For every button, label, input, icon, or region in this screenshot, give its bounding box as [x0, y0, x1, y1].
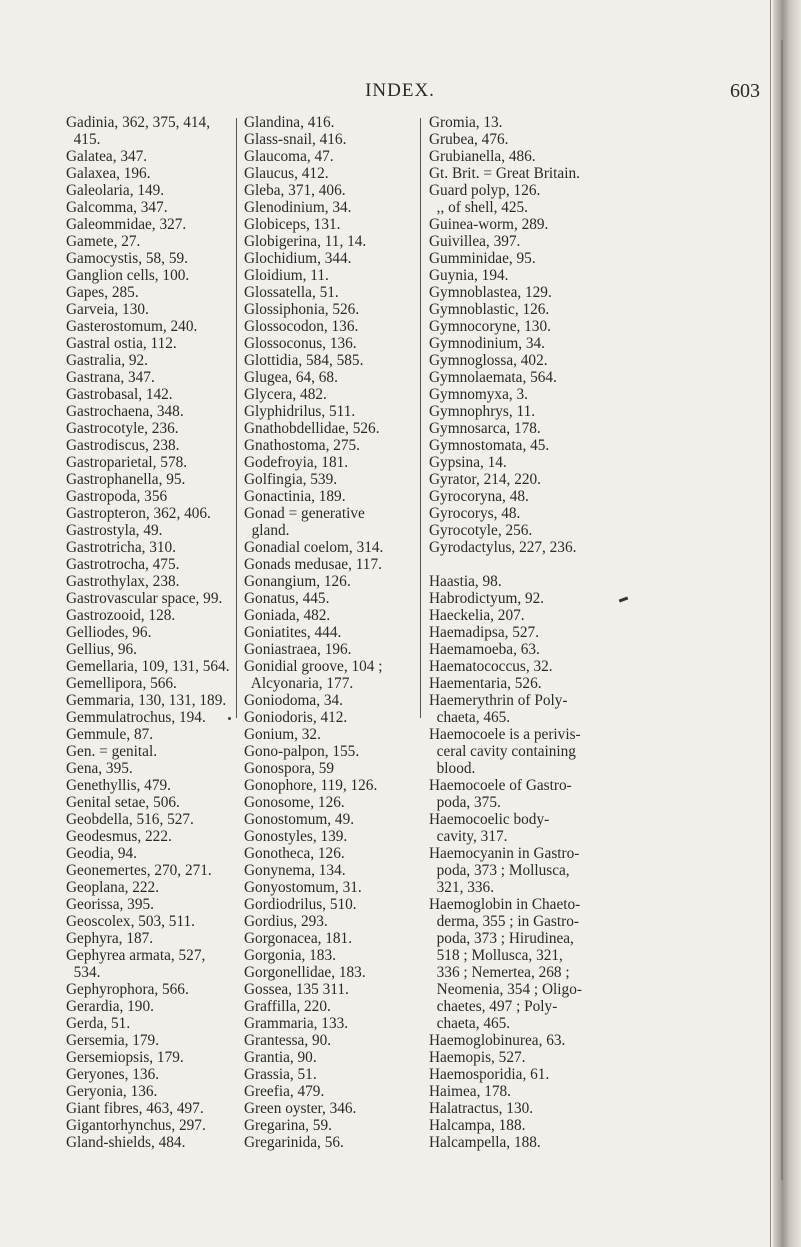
index-entry: Gersemiopsis, 179. — [66, 1049, 184, 1066]
index-entry: Gonads medusae, 117. — [244, 556, 382, 573]
index-entry: Glandina, 416. — [244, 114, 335, 131]
index-entry: Gastropoda, 356 — [66, 488, 168, 505]
index-entry: Galatea, 347. — [66, 148, 148, 165]
index-entry: Gymnoblastic, 126. — [429, 301, 550, 318]
index-entry: Galaxea, 196. — [66, 165, 151, 182]
index-entry: Gromia, 13. — [429, 114, 503, 131]
index-entry: Haemadipsa, 527. — [429, 624, 540, 641]
index-entry: Glaucus, 412. — [244, 165, 329, 182]
index-entry: Gleba, 371, 406. — [244, 182, 346, 199]
index-entry: Glugea, 64, 68. — [244, 369, 338, 386]
index-entry: Gemmulatrochus, 194. — [66, 709, 206, 726]
index-entry: Glottidia, 584, 585. — [244, 352, 364, 369]
index-entry: Gellius, 96. — [66, 641, 137, 658]
index-entry: Gordiodrilus, 510. — [244, 896, 357, 913]
index-entry: Gymnolaemata, 564. — [429, 369, 557, 386]
index-column-3 — [429, 114, 597, 1151]
index-entry: ceral cavity containing — [429, 743, 576, 760]
index-entry: Geoscolex, 503, 511. — [66, 913, 196, 930]
index-entry: Genital setae, 506. — [66, 794, 180, 811]
index-entry: Gymnocoryne, 130. — [429, 318, 551, 335]
index-entry: Gymnostomata, 45. — [429, 437, 550, 454]
index-entry: Glycera, 482. — [244, 386, 327, 403]
index-entry: Gonangium, 126. — [244, 573, 351, 590]
index-entry: Gastrochaena, 348. — [66, 403, 184, 420]
index-entry: Gumminidae, 95. — [429, 250, 536, 267]
index-entry: Glaucoma, 47. — [244, 148, 334, 165]
section-gap — [429, 556, 597, 573]
running-head: INDEX. — [365, 80, 435, 101]
index-entry: Gastrobasal, 142. — [66, 386, 173, 403]
index-entry: Gemellipora, 566. — [66, 675, 177, 692]
index-entry: Haemerythrin of Poly- — [429, 692, 568, 709]
index-entry: 321, 336. — [429, 879, 495, 896]
index-entry: Goniatites, 444. — [244, 624, 342, 641]
index-entry: Geodia, 94. — [66, 845, 137, 862]
index-entry: 534. — [66, 964, 101, 981]
index-entry: Gono-palpon, 155. — [244, 743, 360, 760]
index-entry: Gonatus, 445. — [244, 590, 330, 607]
index-entry: Haemocoelic body- — [429, 811, 550, 828]
index-entry: Galcomma, 347. — [66, 199, 168, 216]
index-entry: poda, 373 ; Mollusca, — [429, 862, 570, 879]
index-entry: Gadinia, 362, 375, 414, — [66, 114, 211, 131]
index-entry: Geonemertes, 270, 271. — [66, 862, 212, 879]
index-entry: Gt. Brit. = Great Britain. — [429, 165, 580, 182]
index-entry: Gorgonacea, 181. — [244, 930, 353, 947]
index-entry: Gelliodes, 96. — [66, 624, 152, 641]
index-entry: Garveia, 130. — [66, 301, 149, 318]
index-entry: Gymnophrys, 11. — [429, 403, 536, 420]
index-entry: poda, 373 ; Hirudinea, — [429, 930, 574, 947]
index-entry: Gastrodiscus, 238. — [66, 437, 180, 454]
index-entry: Haemocoele is a perivis- — [429, 726, 581, 743]
index-entry: Gastropteron, 362, 406. — [66, 505, 211, 522]
index-entry: Gymnoglossa, 402. — [429, 352, 548, 369]
index-entry: Gyrocotyle, 256. — [429, 522, 533, 539]
index-entry: Haimea, 178. — [429, 1083, 511, 1100]
index-entry: Gerardia, 190. — [66, 998, 154, 1015]
index-entry: Globigerina, 11, 14. — [244, 233, 367, 250]
index-entry: Gastrozooid, 128. — [66, 607, 176, 624]
index-entry: Goniastraea, 196. — [244, 641, 352, 658]
index-entry: Gonadial coelom, 314. — [244, 539, 384, 556]
index-entry: Gonactinia, 189. — [244, 488, 346, 505]
index-column-2 — [244, 114, 414, 1151]
index-entry: Gypsina, 14. — [429, 454, 507, 471]
index-entry: Georissa, 395. — [66, 896, 154, 913]
index-entry: Gastrostyla, 49. — [66, 522, 163, 539]
index-entry: Gorgonellidae, 183. — [244, 964, 366, 981]
index-entry: Gonidial groove, 104 ; — [244, 658, 383, 675]
index-entry: 415. — [66, 131, 101, 148]
index-entry: Gonyostomum, 31. — [244, 879, 362, 896]
index-entry: Gordius, 293. — [244, 913, 328, 930]
index-entry: Halatractus, 130. — [429, 1100, 534, 1117]
page-fold-line — [770, 0, 771, 1247]
index-entry: Haementaria, 526. — [429, 675, 542, 692]
index-entry: Gastrophanella, 95. — [66, 471, 186, 488]
index-entry: gland. — [244, 522, 290, 539]
index-entry: Geoplana, 222. — [66, 879, 160, 896]
index-entry: Gemmaria, 130, 131, 189. — [66, 692, 227, 709]
column-divider — [236, 118, 237, 718]
index-entry: Gastralia, 92. — [66, 352, 148, 369]
index-entry: Gorgonia, 183. — [244, 947, 336, 964]
index-entry: Geryones, 136. — [66, 1066, 160, 1083]
index-entry: Goniodoris, 412. — [244, 709, 348, 726]
index-entry: Gastral ostia, 112. — [66, 335, 177, 352]
index-entry: Grubianella, 486. — [429, 148, 536, 165]
index-entry: Grammaria, 133. — [244, 1015, 349, 1032]
index-entry: Gossea, 135 311. — [244, 981, 349, 998]
index-entry: Golfingia, 539. — [244, 471, 338, 488]
index-entry: Gephyrophora, 566. — [66, 981, 189, 998]
index-entry: Halcampa, 188. — [429, 1117, 526, 1134]
index-entry: Guinea-worm, 289. — [429, 216, 549, 233]
index-entry: Galeommidae, 327. — [66, 216, 187, 233]
index-entry: Gymnodinium, 34. — [429, 335, 546, 352]
index-entry: Gasterostomum, 240. — [66, 318, 198, 335]
index-entry: Haematococcus, 32. — [429, 658, 553, 675]
index-entry: derma, 355 ; in Gastro- — [429, 913, 579, 930]
index-entry: Gastroparietal, 578. — [66, 454, 188, 471]
index-entry: Ganglion cells, 100. — [66, 267, 190, 284]
index-entry: Gyrator, 214, 220. — [429, 471, 541, 488]
index-entry: Gymnomyxa, 3. — [429, 386, 528, 403]
index-entry: Gonosome, 126. — [244, 794, 345, 811]
index-entry: Guynia, 194. — [429, 267, 509, 284]
index-entry: Gymnoblastea, 129. — [429, 284, 552, 301]
index-entry: Gigantorhynchus, 297. — [66, 1117, 206, 1134]
index-entry: poda, 375. — [429, 794, 501, 811]
index-entry: Guivillea, 397. — [429, 233, 521, 250]
index-entry: Haastia, 98. — [429, 573, 502, 590]
index-entry: Gapes, 285. — [66, 284, 139, 301]
index-entry: 518 ; Mollusca, 321, — [429, 947, 563, 964]
index-entry: Habrodictyum, 92. — [429, 590, 545, 607]
index-entry: Grantessa, 90. — [244, 1032, 332, 1049]
index-entry: Giant fibres, 463, 497. — [66, 1100, 204, 1117]
index-entry: chaeta, 465. — [429, 709, 511, 726]
index-entry: Gonotheca, 126. — [244, 845, 345, 862]
index-entry: Geobdella, 516, 527. — [66, 811, 194, 828]
index-entry: Glossoconus, 136. — [244, 335, 357, 352]
page-number: 603 — [730, 80, 760, 102]
index-entry: Glass-snail, 416. — [244, 131, 347, 148]
index-entry: Godefroyia, 181. — [244, 454, 349, 471]
index-entry: Glenodinium, 34. — [244, 199, 352, 216]
index-entry: Gastrothylax, 238. — [66, 573, 180, 590]
book-page-edge — [773, 0, 801, 1247]
index-entry: Glossocodon, 136. — [244, 318, 359, 335]
index-entry: Graffilla, 220. — [244, 998, 331, 1015]
index-entry: Haeckelia, 207. — [429, 607, 525, 624]
index-entry: cavity, 317. — [429, 828, 508, 845]
index-entry: Gephyrea armata, 527, — [66, 947, 206, 964]
index-entry: Gonophore, 119, 126. — [244, 777, 378, 794]
index-entry: Gonospora, 59 — [244, 760, 335, 777]
index-entry: Halcampella, 188. — [429, 1134, 541, 1151]
index-entry: Gyrocoryna, 48. — [429, 488, 529, 505]
index-entry: Gregarinida, 56. — [244, 1134, 344, 1151]
index-entry: Haemocoele of Gastro- — [429, 777, 572, 794]
index-entry: Gregarina, 59. — [244, 1117, 332, 1134]
index-entry: Glossiphonia, 526. — [244, 301, 360, 318]
index-entry: Gemmule, 87. — [66, 726, 154, 743]
index-entry: blood. — [429, 760, 476, 777]
index-entry: Galeolaria, 149. — [66, 182, 165, 199]
index-entry: Gastrocotyle, 236. — [66, 420, 179, 437]
index-entry: ,, of shell, 425. — [429, 199, 528, 216]
index-entry: Gastrana, 347. — [66, 369, 155, 386]
index-entry: chaetes, 497 ; Poly- — [429, 998, 558, 1015]
index-entry: Haemoglobin in Chaeto- — [429, 896, 581, 913]
index-entry: Haemocyanin in Gastro- — [429, 845, 580, 862]
index-entry: Gastrovascular space, 99. — [66, 590, 223, 607]
index-entry: Gyrodactylus, 227, 236. — [429, 539, 577, 556]
index-entry: Gemellaria, 109, 131, 564. — [66, 658, 230, 675]
index-entry: Gyrocorys, 48. — [429, 505, 521, 522]
index-entry: Geryonia, 136. — [66, 1083, 158, 1100]
index-entry: Haemoglobinurea, 63. — [429, 1032, 566, 1049]
index-entry: Grantia, 90. — [244, 1049, 317, 1066]
index-entry: Gonostomum, 49. — [244, 811, 355, 828]
index-entry: Gymnosarca, 178. — [429, 420, 541, 437]
index-entry: Greefia, 479. — [244, 1083, 325, 1100]
index-entry: Gloidium, 11. — [244, 267, 329, 284]
index-entry: Gastrotricha, 310. — [66, 539, 177, 556]
index-entry: Gerda, 51. — [66, 1015, 131, 1032]
index-entry: Gland-shields, 484. — [66, 1134, 186, 1151]
index-entry: Gen. = genital. — [66, 743, 158, 760]
index-entry: Green oyster, 346. — [244, 1100, 357, 1117]
index-entry: Gnathostoma, 275. — [244, 437, 360, 454]
index-entry: Haemosporidia, 61. — [429, 1066, 550, 1083]
index-entry: Alcyonaria, 177. — [244, 675, 354, 692]
index-entry: Gonium, 32. — [244, 726, 321, 743]
index-entry: Gonynema, 134. — [244, 862, 346, 879]
index-entry: Globiceps, 131. — [244, 216, 341, 233]
index-entry: Haemamoeba, 63. — [429, 641, 540, 658]
index-entry: Glyphidrilus, 511. — [244, 403, 356, 420]
index-entry: Gersemia, 179. — [66, 1032, 160, 1049]
index-entry: Gastrotrocha, 475. — [66, 556, 180, 573]
index-entry: Genethyllis, 479. — [66, 777, 171, 794]
index-entry: Gena, 395. — [66, 760, 133, 777]
margin-dot — [228, 717, 231, 720]
index-entry: Goniada, 482. — [244, 607, 331, 624]
index-entry: Geodesmus, 222. — [66, 828, 172, 845]
index-entry: Goniodoma, 34. — [244, 692, 343, 709]
index-column-1 — [66, 114, 234, 1151]
index-entry: 336 ; Nemertea, 268 ; — [429, 964, 570, 981]
margin-mark — [619, 597, 628, 603]
index-entry: Grassia, 51. — [244, 1066, 317, 1083]
index-entry: Gamocystis, 58, 59. — [66, 250, 188, 267]
column-divider — [420, 118, 421, 718]
index-entry: Neomenia, 354 ; Oligo- — [429, 981, 582, 998]
index-entry: Gnathobdellidae, 526. — [244, 420, 380, 437]
page-header — [40, 80, 760, 110]
index-entry: Glochidium, 344. — [244, 250, 352, 267]
index-entry: Gonostyles, 139. — [244, 828, 348, 845]
index-entry: Haemopis, 527. — [429, 1049, 526, 1066]
index-entry: Grubea, 476. — [429, 131, 509, 148]
index-entry: Gephyra, 187. — [66, 930, 154, 947]
index-entry: Guard polyp, 126. — [429, 182, 541, 199]
index-entry: Gonad = generative — [244, 505, 365, 522]
index-entry: Glossatella, 51. — [244, 284, 339, 301]
index-entry: chaeta, 465. — [429, 1015, 511, 1032]
index-entry: Gamete, 27. — [66, 233, 141, 250]
